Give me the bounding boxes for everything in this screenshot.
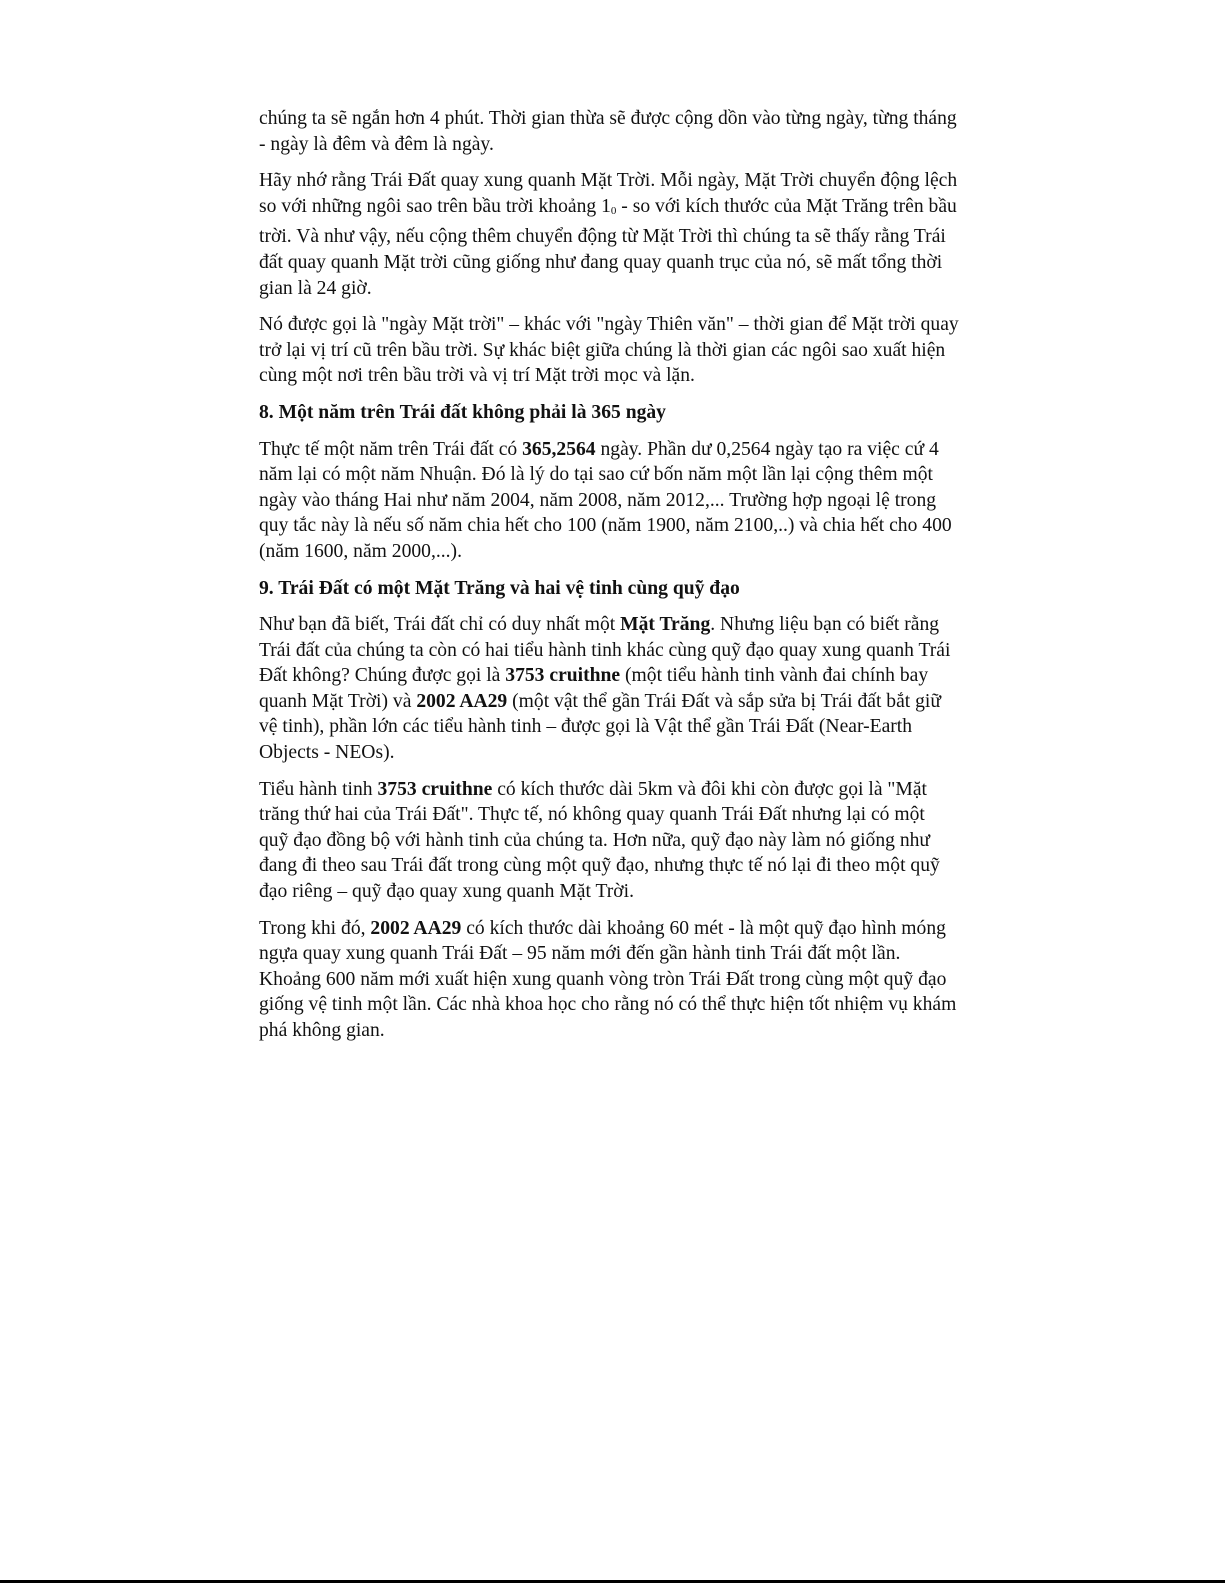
text-run: Như bạn đã biết, Trái đất chỉ có duy nhất một [259, 614, 621, 636]
text-run: có kích thước dài 5km và đôi khi còn được gọi là "Mặt trăng thứ hai của Trái Đất". Thực tế, nó không quay quanh Trái Đất nhưng lại có một quỹ đạo đồng bộ với hành tinh của chúng ta. Hơn nữa, quỹ đạo này làm nó giống như đang đi theo sau Trái đất trong cùng một quỹ đạo, nhưng thực tế nó lại đi theo một quỹ đạo riêng – quỹ đạo quay xung quanh Mặt Trời. [259, 778, 940, 903]
bold-year-length: 365,2564 [522, 438, 596, 460]
bold-moon: Mặt Trăng [620, 614, 711, 636]
paragraph-leap-year [259, 437, 959, 565]
paragraph-quasi-satellites [259, 612, 959, 766]
paragraph-earth-orbit [259, 168, 959, 301]
text-run: Thực tế một năm trên Trái đất có [259, 438, 523, 460]
text-run: (một tiểu hành tinh vành đai chính bay quanh Mặt Trời) và [259, 665, 929, 712]
heading-section-8: 8. Một năm trên Trái đất không phải là 365 ngày [259, 401, 666, 423]
paragraph-cruithne [259, 777, 959, 905]
degree-subscript: 0 [610, 204, 617, 217]
paragraph-day-length: chúng ta sẽ ngắn hơn 4 phút. Thời gian thừa sẽ được cộng dồn vào từng ngày, từng tháng - ngày là đêm và đêm là ngày. [259, 108, 957, 155]
text-run: . Nhưng liệu bạn có biết rằng Trái đất của chúng ta còn có hai tiểu hành tinh khác cùng quỹ đạo quay xung quanh Trái Đất không? Chúng được gọi là [259, 614, 951, 687]
bold-aa29: 2002 AA29 [416, 690, 508, 712]
paragraph-solar-day: Nó được gọi là "ngày Mặt trời" – khác với "ngày Thiên văn" – thời gian để Mặt trời quay trở lại vị trí cũ trên bầu trời. Sự khác biệt giữa chúng là thời gian các ngôi sao xuất hiện cùng một nơi trên bầu trời và vị trí Mặt trời mọc và lặn. [259, 314, 959, 387]
bold-cruithne: 3753 cruithne [505, 665, 621, 687]
text-run: ngày. Phần dư 0,2564 ngày tạo ra việc cứ 4 năm lại có một năm Nhuận. Đó là lý do tại sao cứ bốn năm một lần lại cộng thêm một ngày vào tháng Hai như năm 2004, năm 2008, năm 2012,... Trường hợp ngoại lệ trong quy tắc này là nếu số năm chia hết cho 100 (năm 1900, năm 2100,..) và chia hết cho 400 (năm 1600, năm 2000,...). [259, 438, 952, 562]
bold-cruithne: 3753 cruithne [377, 778, 493, 800]
text-run: (một vật thể gần Trái Đất và sắp sửa bị Trái đất bắt giữ vệ tinh), phần lớn các tiểu hành tinh – được gọi là Vật thể gần Trái Đất (Near-Earth Objects - NEOs). [259, 690, 941, 764]
text-run: có kích thước dài khoảng 60 mét - là một quỹ đạo hình móng ngựa quay xung quanh Trái Đất – 95 năm mới đến gần hành tinh Trái đất một lần. Khoảng 600 năm mới xuất hiện xung quanh vòng tròn Trái Đất trong cùng một quỹ đạo giống vệ tinh một lần. Các nhà khoa học cho rằng nó có thể thực hiện tốt nhiệm vụ khám phá không gian. [259, 917, 957, 1041]
bold-aa29: 2002 AA29 [370, 917, 462, 939]
text-run: Tiểu hành tinh [259, 778, 378, 800]
document-body [259, 106, 959, 1055]
text-run: - so với kích thước của Mặt Trăng trên bầu trời. Và như vậy, nếu cộng thêm chuyển động từ Mặt Trời thì chúng ta sẽ thấy rằng Trái đất quay quanh Mặt trời cũng giống như đang quay quanh trục của nó, sẽ mất tổng thời gian là 24 giờ. [259, 195, 957, 299]
text-run: Trong khi đó, [259, 917, 371, 939]
text-run: Hãy nhớ rằng Trái Đất quay xung quanh Mặt Trời. Mỗi ngày, Mặt Trời chuyển động lệch so với những ngôi sao trên bầu trời khoảng 1 [259, 170, 958, 217]
paragraph-aa29 [259, 916, 959, 1044]
page-bottom-border [0, 1580, 1225, 1583]
heading-section-9: 9. Trái Đất có một Mặt Trăng và hai vệ tinh cùng quỹ đạo [259, 577, 740, 599]
